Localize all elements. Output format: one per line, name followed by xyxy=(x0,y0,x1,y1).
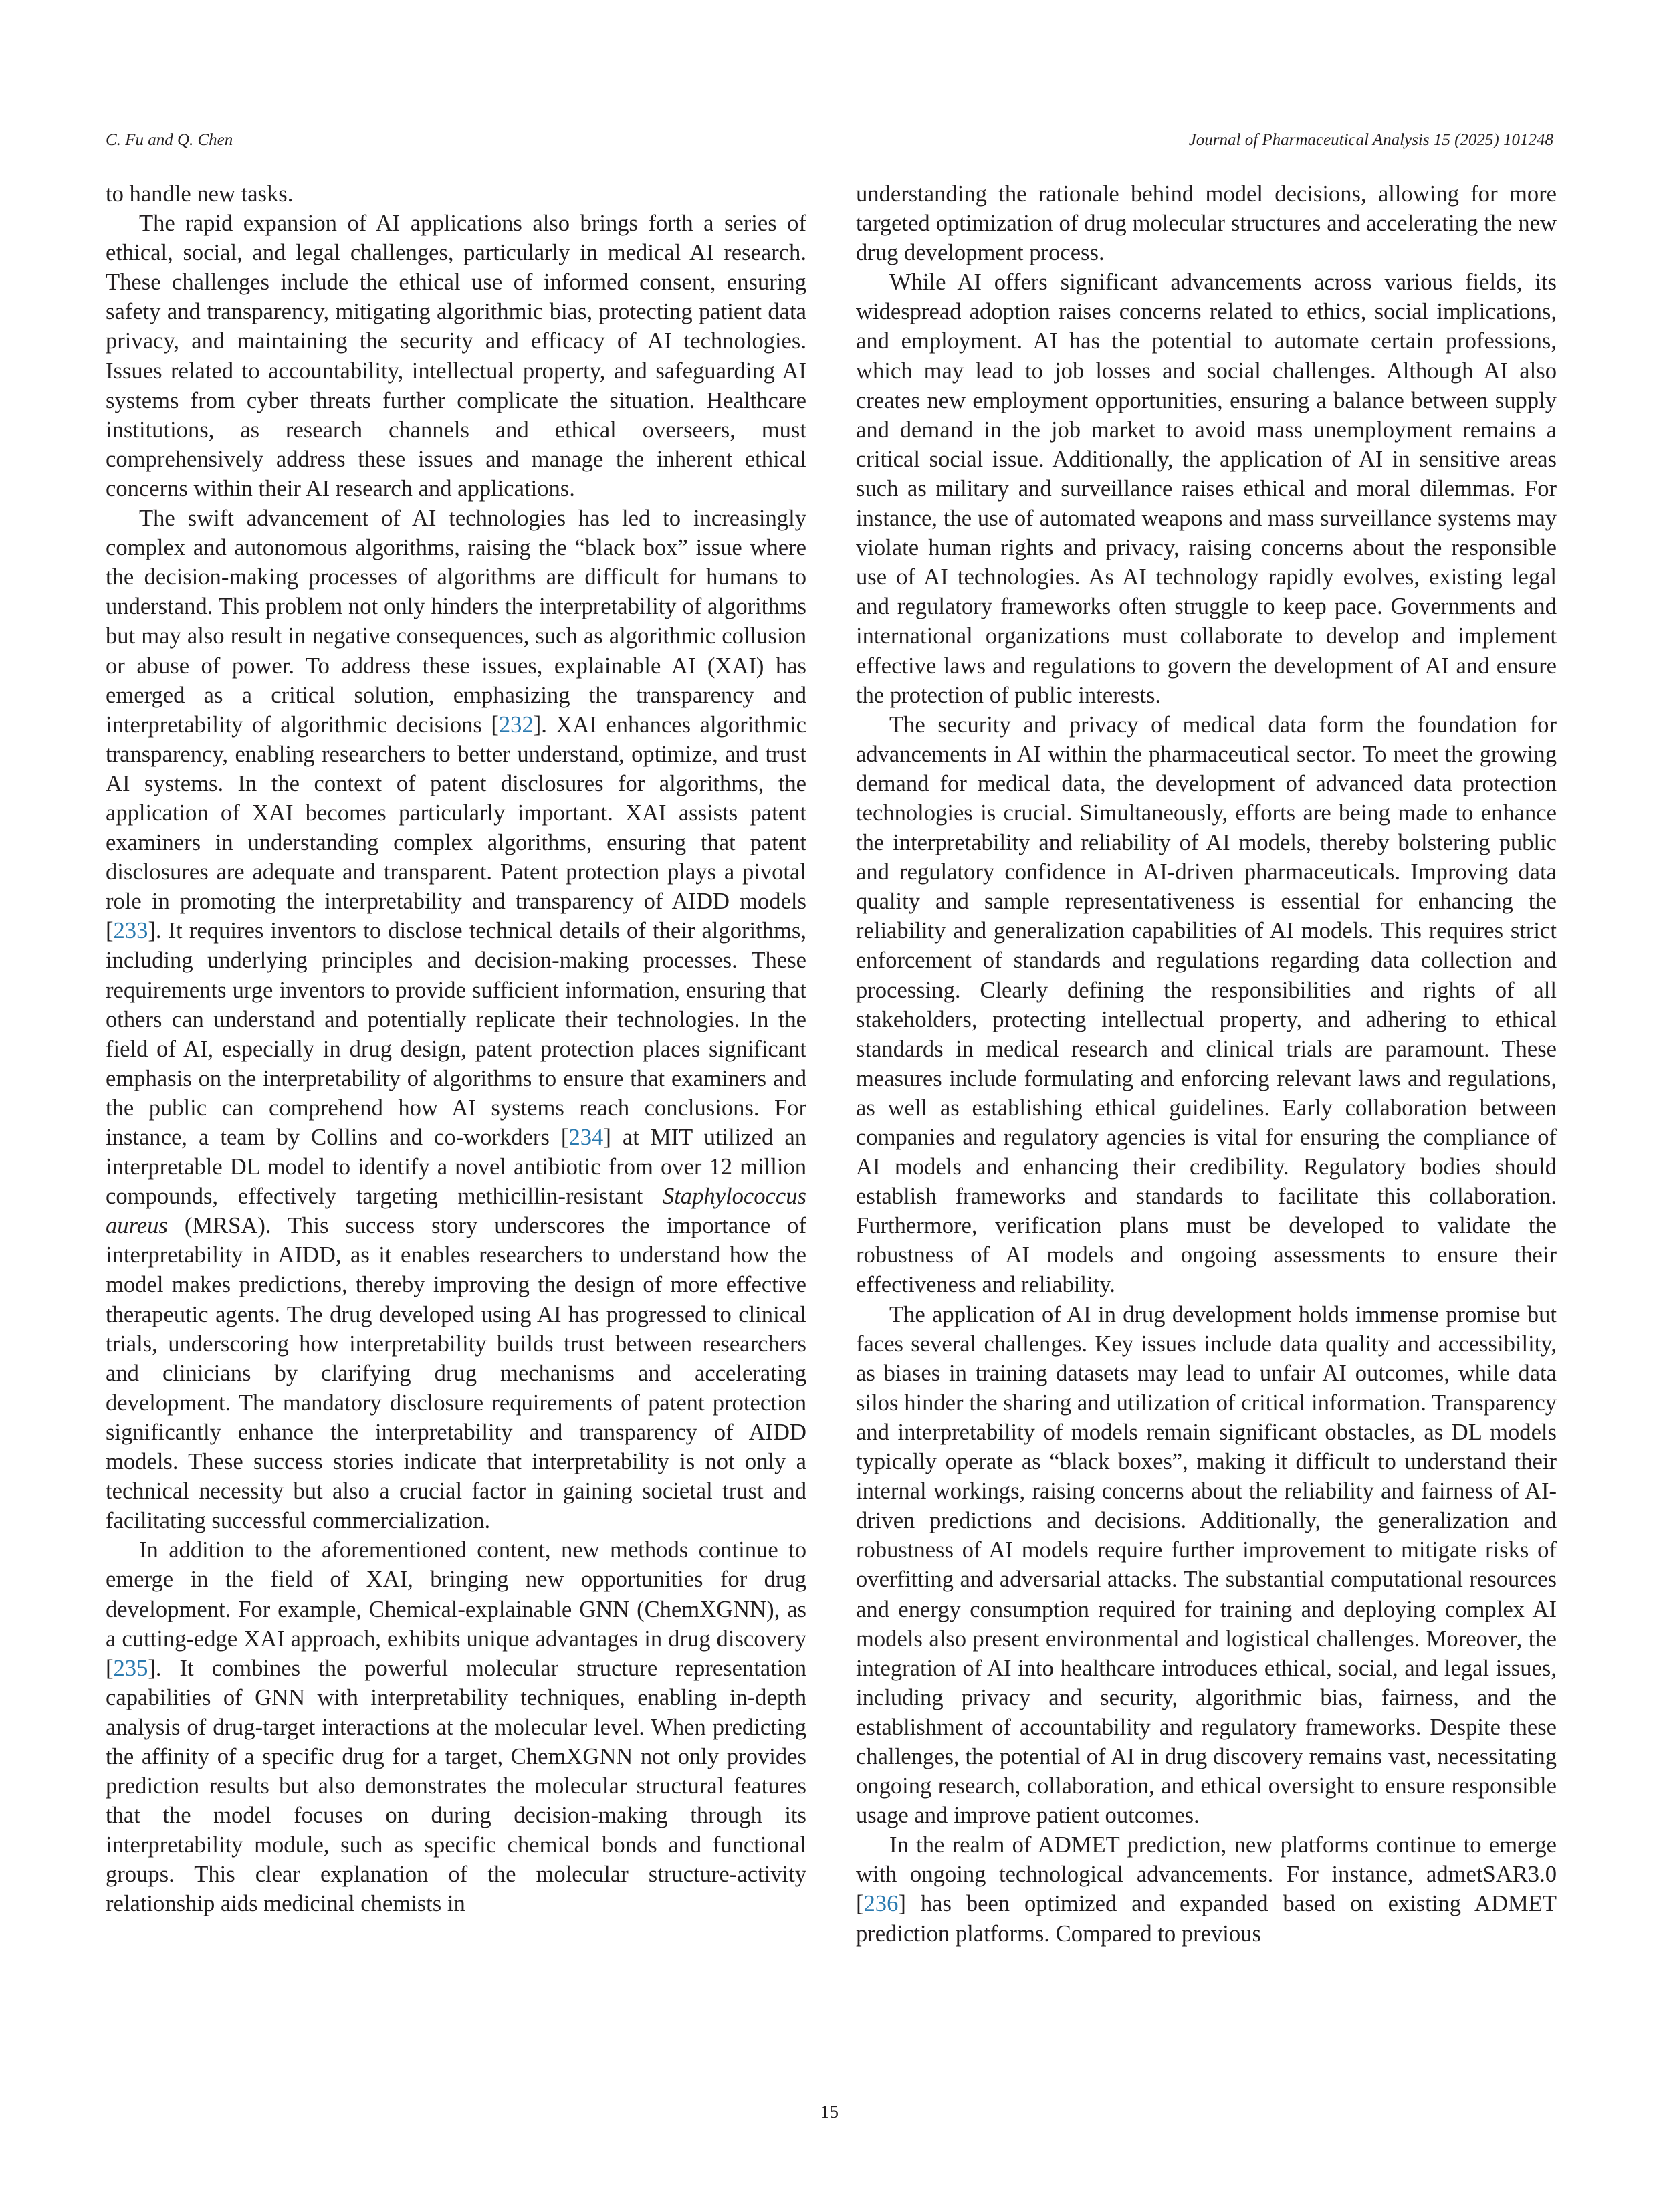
paragraph-text: The swift advancement of AI technologies has led to increasingly complex and autonomous algorithms, raising the “black box” issue where the decision-making processes of algorithms are difficult for humans to understand. This problem not only hinders the interpretability of algorithms but may also result in negative consequences, such as algorithmic collusion or abuse of power. To address these issues, explainable AI (XAI) has emerged as a critical solution, emphasizing the transparency and interpretability of algorithmic decisions [ xyxy=(106,506,806,738)
species-name: Staphylococcus aureus xyxy=(106,1184,806,1239)
paragraph xyxy=(106,504,806,1535)
paragraph: The security and privacy of medical data form the foundation for advancements in AI within the pharmaceutical sector. To meet the growing demand for medical data, the development of advanced data protection technologies is crucial. Simultaneously, efforts are being made to enhance the interpretability and reliability of AI models, thereby bolstering public and regulatory confidence in AI-driven pharmaceuticals. Improving data quality and sample representativeness is essential for enhancing the reliability and generalization capabilities of AI models. This requires strict enforcement of standards and regulations regarding data collection and processing. Clearly defining the responsibilities and rights of all stakeholders, protecting intellectual property, and adhering to ethical standards in medical research and clinical trials are paramount. These measures include formulating and enforcing relevant laws and regulations, as well as establishing ethical guidelines. Early collaboration between companies and regulatory agencies is vital for ensuring the compliance of AI models and enhancing their credibility. Regulatory bodies should establish frameworks and standards to facilitate this collaboration. Furthermore, verification plans must be developed to validate the robustness of AI models and ongoing assessments to ensure their effectiveness and reliability. xyxy=(856,711,1557,1298)
paragraph xyxy=(106,1535,806,1918)
paragraph-text: ] at MIT utilized an interpretable DL model to identify a novel antibiotic from over 12 million compounds, effectively targeting methicillin-resistant xyxy=(106,1125,806,1210)
paragraph: to handle new tasks. xyxy=(106,181,294,207)
running-head-journal: Journal of Pharmaceutical Analysis 15 (2025) 101248 xyxy=(1188,131,1553,149)
paragraph-text: ] has been optimized and expanded based on existing ADMET prediction platforms. Compared to previous xyxy=(856,1891,1557,1947)
running-head-authors: C. Fu and Q. Chen xyxy=(106,131,233,149)
paragraph-text: ]. XAI enhances algorithmic transparency, enabling researchers to better understand, optimize, and trust AI systems. In the context of patent disclosures for algorithms, the application of XAI becomes particularly important. XAI assists patent examiners in understanding complex algorithms, ensuring that patent disclosures are adequate and transparent. Patent protection plays a pivotal role in promoting the interpretability and transparency of AIDD models [ xyxy=(106,711,806,944)
paragraph: The application of AI in drug development holds immense promise but faces several challenges. Key issues include data quality and accessibility, as biases in training datasets may lead to unfair AI outcomes, while data silos hinder the sharing and utilization of critical information. Transparency and interpretability of models remain significant obstacles, as DL models typically operate as “black boxes”, making it difficult to understand their internal workings, raising concerns about the reliability and fairness of AI-driven predictions and decisions. Additionally, the generalization and robustness of AI models require further improvement to mitigate risks of overfitting and adversarial attacks. The substantial computational resources and energy consumption required for training and deploying complex AI models also present environmental and logistical challenges. Moreover, the integration of AI into healthcare introduces ethical, social, and legal issues, including privacy and security, algorithmic bias, fairness, and the establishment of accountability and regulatory frameworks. Despite these challenges, the potential of AI in drug discovery remains vast, necessitating ongoing research, collaboration, and ethical oversight to ensure responsible usage and improve patient outcomes. xyxy=(856,1301,1557,1829)
running-head xyxy=(106,127,1553,154)
left-column xyxy=(106,179,806,1919)
paragraph-text: (MRSA). This success story underscores the importance of interpretability in AIDD, as it enables researchers to understand how the model makes predictions, thereby improving the design of more effective therapeutic agents. The drug developed using AI has progressed to clinical trials, underscoring how interpretability builds trust between researchers and clinicians by clarifying drug mechanisms and accelerating development. The mandatory disclosure requirements of patent protection significantly enhance the interpretability and transparency of AIDD models. These success stories indicate that interpretability is not only a technical necessity but also a crucial factor in gaining societal trust and facilitating successful commercialization. xyxy=(106,1213,806,1534)
paragraph-text: In addition to the aforementioned content, new methods continue to emerge in the field of XAI, bringing new opportunities for drug development. For example, Chemical-explainable GNN (ChemXGNN), as a cutting-edge XAI approach, exhibits unique advantages in drug discovery [ xyxy=(106,1537,806,1681)
page-number: 15 xyxy=(820,2102,839,2122)
paragraph-text: ]. It combines the powerful molecular structure representation capabilities of GNN with interpretability techniques, enabling in-depth analysis of drug-target interactions at the molecular level. When predicting the affinity of a specific drug for a target, ChemXGNN not only provides prediction results but also demonstrates the molecular structural features that the model focuses on during decision-making through its interpretability module, such as specific chemical bonds and functional groups. This clear explanation of the molecular structure-activity relationship aids medicinal chemists in xyxy=(106,1655,806,1917)
paragraph: understanding the rationale behind model decisions, allowing for more targeted optimization of drug molecular structures and accelerating the new drug development process. xyxy=(856,181,1557,266)
citation-link-233[interactable]: 233 xyxy=(113,918,148,944)
paragraph: While AI offers significant advancements across various fields, its widespread adoption raises concerns related to ethics, social implications, and employment. AI has the potential to automate certain professions, which may lead to job losses and social challenges. Although AI also creates new employment opportunities, ensuring a balance between supply and demand in the job market to avoid mass unemployment remains a critical social issue. Additionally, the application of AI in sensitive areas such as military and surveillance raises ethical and moral dilemmas. For instance, the use of automated weapons and mass surveillance systems may violate human rights and privacy, raising concerns about the responsible use of AI technologies. As AI technology rapidly evolves, existing legal and regulatory frameworks often struggle to keep pace. Governments and international organizations must collaborate to develop and implement effective laws and regulations to govern the development of AI and ensure the protection of public interests. xyxy=(856,269,1557,708)
citation-link-234[interactable]: 234 xyxy=(568,1125,604,1150)
paragraph-text: ]. It requires inventors to disclose technical details of their algorithms, including underlying principles and decision-making processes. These requirements urge inventors to provide sufficient information, ensuring that others can understand and potentially replicate their technologies. In the field of AI, especially in drug design, patent protection places significant emphasis on the interpretability of algorithms to ensure that examiners and the public can comprehend how AI systems reach conclusions. For instance, a team by Collins and co-workders [ xyxy=(106,918,806,1150)
paragraph xyxy=(856,1830,1557,1948)
citation-link-236[interactable]: 236 xyxy=(863,1891,899,1917)
citation-link-232[interactable]: 232 xyxy=(498,711,534,738)
paragraph-text: In the realm of ADMET prediction, new platforms continue to emerge with ongoing technological advancements. For instance, admetSAR3.0 [ xyxy=(856,1832,1557,1917)
citation-link-235[interactable]: 235 xyxy=(113,1655,148,1681)
right-column xyxy=(856,179,1557,1949)
paragraph: The rapid expansion of AI applications also brings forth a series of ethical, social, and legal challenges, particularly in medical AI research. These challenges include the ethical use of informed consent, ensuring safety and transparency, mitigating algorithmic bias, protecting patient data privacy, and maintaining the security and efficacy of AI technologies. Issues related to accountability, intellectual property, and safeguarding AI systems from cyber threats further complicate the situation. Healthcare institutions, as research channels and ethical overseers, must comprehensively address these issues and manage the inherent ethical concerns within their AI research and applications. xyxy=(106,211,806,502)
